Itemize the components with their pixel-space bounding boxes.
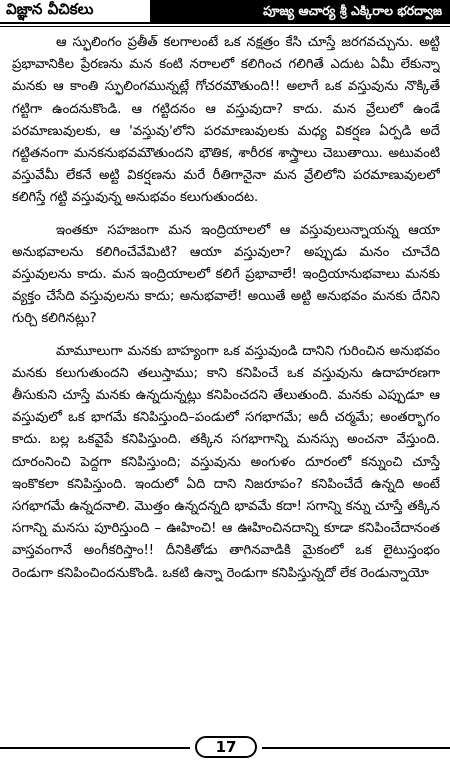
running-header	[0, 0, 450, 24]
footer-rule-right	[262, 747, 450, 749]
page-footer	[0, 736, 450, 760]
book-title: విజ్ఞాన వీచికలు	[0, 0, 150, 24]
author-name: పూజ్య ఆచార్య శ్రీ ఎక్కిరాల భరద్వాజ	[150, 0, 450, 24]
footer-rule-left	[0, 747, 190, 749]
paragraph-2: ఇంతకూ సహజంగా మన ఇంద్రియాలలో ఆ వస్తువులున్నాయన్న ఆయా అనుభవాలను కలిగించేవేమిటి? ఆయా వస్తువులా? అప్పుడు మనం చూచేది వస్తువులను కాదు. మన ఇంద్రియాలలో కలిగే ప్రభావాలే! ఇంద్రియానుభవాలు మనకు వ్యక్తం చేసేది వస్తువులను కాదు; అనుభవాలే! అయితే అట్టి అనుభవం మనకు దేనిని గుర్చి కలిగినట్లు?	[12, 222, 440, 327]
page-body	[12, 32, 440, 722]
paragraph-3: మామూలుగా మనకు బాహ్యంగా ఒక వస్తువుండి దానిని గురించిన అనుభవం మనకు కలుగుతుందని తలుస్తాము; కాని కనిపించే ఒక వస్తువును ఉదాహరణగా తీసుకుని చూస్తే మనకు ఉన్నదున్నట్లు కనిపించదని తేలుతుంది. మనకు ఎప్పుడూ ఆ వస్తువులో ఒక భాగమే కనిపిస్తుంది–పండులో సగభాగమే; అదీ చర్మమే; అంతర్భాగం కాదు. బల్ల ఒకవైపే కనిపిస్తుంది. తక్కిన సగభాగాన్ని మనస్సు అంచనా వేస్తుంది. దూరంనించి పెద్దగా కనిపిస్తుంది; వస్తువును అంగుళం దూరంలో కన్నుంచి చూస్తే ఇంకొకలా కనిపిస్తుంది. ఇందులో ఏది దాని నిజరూపం? కనిపించేదే ఉన్నది అంటే సగభాగమే ఉన్నదనాలి. మొత్తం ఉన్నదన్నది భావమే కదా! సగాన్ని కన్ను చూస్తే తక్కిన సగాన్ని మనసు పూరిస్తుంది – ఊహించి! ఆ ఊహించినదాన్ని కూడా కనిపించేదానంత వాస్తవంగానే అంగీకరిస్తాం!! దీనికితోడు తాగినవాడికి మైకంలో ఒక లైటుస్తంభం రెండుగా కనిపించిందనుకొండి. ఒకటి ఉన్నా రెండుగా కనిపిస్తున్నదో లేక రెండున్నాయో	[12, 343, 440, 581]
page-number: 17	[195, 736, 257, 758]
paragraph-1: ఆ స్ఫులింగం ప్రతీత్ కలగాలంటే ఒక నక్షత్రం కేసి చూస్తే జరగవచ్చును. అట్టి ప్రభావానికిల ప్రేరణను మన కంటి నరాలలో కలిగించ గలిగితే ఎదుట ఏమీ లేకున్నా మనకు ఆ కాంతి స్ఫులింగమున్నట్లే గోచరమౌతుంది!! అలాగే ఒక వస్తువును నొక్కితే గట్టిగా ఉందనుకొండి. ఆ గట్టిదనం ఆ వస్తువుదా? కాదు. మన వ్రేలులో ఉండే పరమాణువులకు, ఆ 'వస్తువు'లోని పరమాణువులకు మధ్య వికర్షణ ఏర్పడి అదే గట్టితనంగా మనకనుభవమౌతుందని భౌతిక, శారీరక శాస్త్రాలు చెబుతాయి. అటువంటి వస్తువేమీ లేకనే అట్టి వికర్షణను మరే రీతిగానైనా మన వ్రేలిలోని పరమాణువులలో కలిగిస్తే గట్టి వస్తువున్న అనుభవం కలుగుతుందట.	[12, 35, 440, 206]
header-rule	[0, 26, 450, 27]
